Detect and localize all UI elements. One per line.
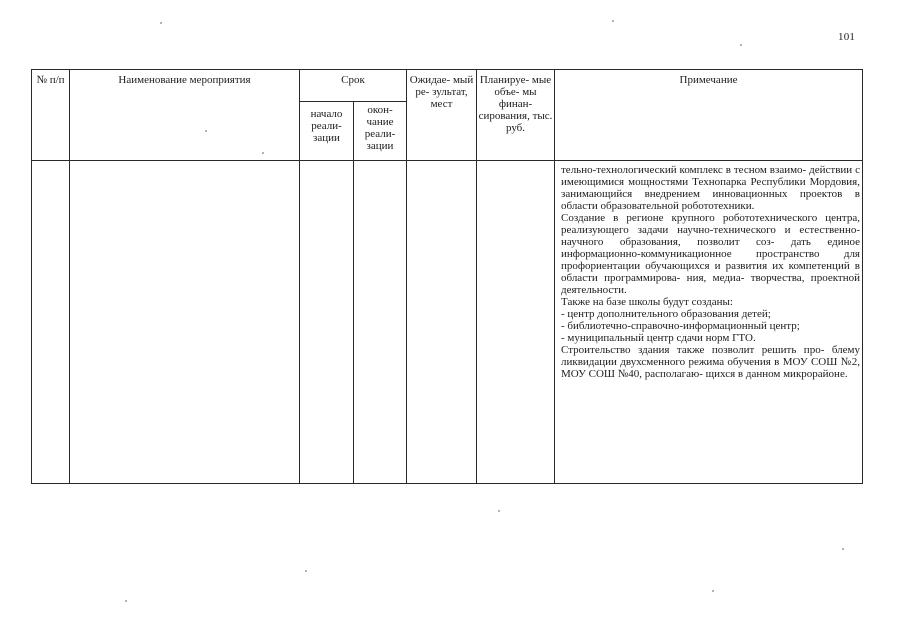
header-expected-result: Ожидае- мый ре- зультат, мест [407, 70, 477, 161]
scan-speck [712, 590, 714, 592]
note-list-item: - библиотечно-справочно-информационный центр; [561, 320, 800, 332]
cell-event-name [70, 161, 300, 484]
scan-speck [205, 130, 207, 132]
header-number: № п/п [32, 70, 70, 161]
table-row [32, 161, 863, 484]
cell-financing [477, 161, 555, 484]
note-paragraph: Создание в регионе крупного робототехнического центра, реализующего задачи научно-технического и естественно-научного образования, позволит соз- дать единое информационно-коммуникационное пространство для профориентации обучающихся и развития их компетенций в области программирова- ния, медиа- творчества, проектной деятельности. [561, 212, 860, 296]
cell-term-start [300, 161, 354, 484]
header-term: Срок [300, 70, 407, 102]
note-paragraph: Также на базе школы будут созданы: [561, 296, 733, 308]
scan-speck [740, 44, 742, 46]
scan-speck [160, 22, 162, 24]
note-list-item: - муниципальный центр сдачи норм ГТО. [561, 332, 756, 344]
cell-note [555, 161, 863, 484]
header-term-start: начало реали- зации [300, 102, 354, 161]
scan-speck [262, 152, 264, 154]
scan-speck [498, 510, 500, 512]
note-list-item: - центр дополнительного образования детей; [561, 308, 771, 320]
note-paragraph: Строительство здания также позволит решить про- блему ликвидации двухсменного режима обучения в МОУ СОШ №2, МОУ СОШ №40, располагаю- щихся в данном микрорайоне. [561, 344, 860, 380]
cell-number [32, 161, 70, 484]
page-number: 101 [838, 31, 856, 43]
scan-speck [612, 20, 614, 22]
scan-speck [842, 548, 844, 550]
scan-speck [305, 570, 307, 572]
scan-speck [125, 600, 127, 602]
header-financing: Планируе- мые объе- мы финан- сирования, тыс. руб. [477, 70, 555, 161]
cell-expected-result [407, 161, 477, 484]
note-paragraph: тельно-технологический комплекс в тесном взаимо- действии с имеющимися мощностями Технопарка Республики Мордовия, занимающийся внедрением инновационных проектов в области образовательной робототехники. [561, 164, 860, 212]
header-event-name: Наименование мероприятия [70, 70, 300, 161]
header-term-end: окон- чание реали- зации [354, 102, 407, 161]
header-note: Примечание [555, 70, 863, 161]
cell-term-end [354, 161, 407, 484]
plan-table [31, 69, 863, 484]
